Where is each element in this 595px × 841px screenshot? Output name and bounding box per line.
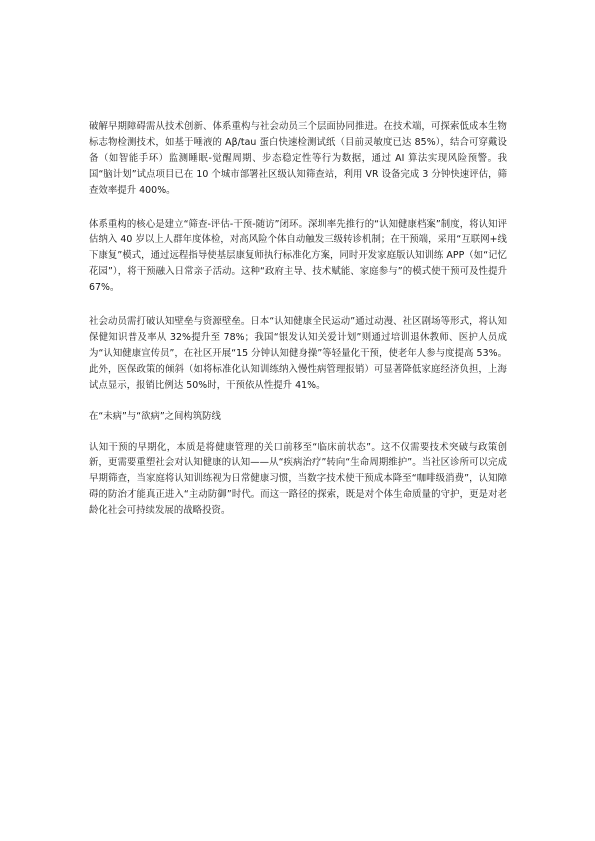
paragraph-system-reconstruction: 体系重构的核心是建立“筛查-评估-干预-随访”闭环。深圳率先推行的“认知健康档案”制度，将认知评估纳入 40 岁以上人群年度体检，对高风险个体自动触发三级转诊机制；在干预端，采用“互联网+线下康复”模式，通过远程指导使基层康复师执行标准化方案，同时开发家庭版认知训练 APP（如“记忆花园”），将干预融入日常亲子活动。这种“政府主导、技术赋能、家庭参与”的模式使干预可及性提升 67%。 — [89, 218, 507, 294]
paragraph-technology: 破解早期障碍需从技术创新、体系重构与社会动员三个层面协同推进。在技术端，可探索低成本生物标志物检测技术，如基于唾液的 Aβ/tau 蛋白快速检测试纸（目前灵敏度已达 85%），结合可穿戴设备（如智能手环）监测睡眠-觉醒周期、步态稳定性等行为数据，通过 AI 算法实现风险预警。我国“脑计划”试点项目已在 10 个城市部署社区级认知筛查站，利用 VR 设备完成 3 分钟快速评估，筛查效率提升 400%。 — [89, 121, 507, 196]
document-body — [89, 119, 507, 519]
section-heading: 在“未病”与“欲病”之间构筑防线 — [89, 410, 221, 422]
paragraph-social-mobilization: 社会动员需打破认知壁垒与资源壁垒。日本“认知健康全民运动”通过动漫、社区剧场等形式，将认知保健知识普及率从 32%提升至 78%；我国“银发认知关爱计划”则通过培训退休教师、医护人员成为“认知健康宣传员”，在社区开展“15 分钟认知健身操”等轻量化干预，使老年人参与度提高 53%。此外，医保政策的倾斜（如将标准化认知训练纳入慢性病管理报销）可显著降低家庭经济负担，上海试点显示，报销比例达 50%时，干预依从性提升 41%。 — [89, 316, 507, 391]
paragraph-conclusion: 认知干预的早期化，本质是将健康管理的关口前移至“临床前状态”。这不仅需要技术突破与政策创新，更需要重塑社会对认知健康的认知——从“疾病治疗”转向“生命周期维护”。当社区诊所可以完成早期筛查，当家庭将认知训练视为日常健康习惯，当数字技术使干预成本降至“咖啡级消费”，认知障碍的防治才能真正进入“主动防御”时代。而这一路径的探索，既是对个体生命质量的守护，更是对老龄化社会可持续发展的战略投资。 — [89, 441, 507, 517]
